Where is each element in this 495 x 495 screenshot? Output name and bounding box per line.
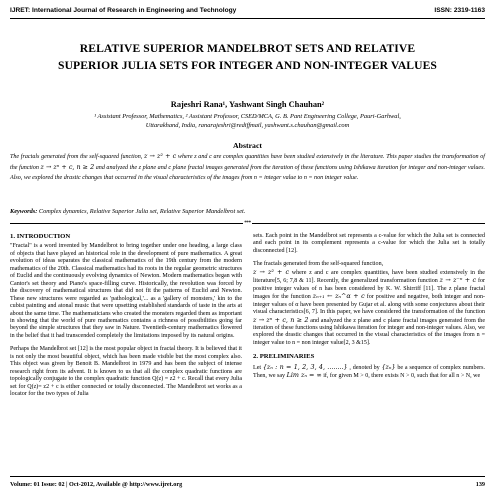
footer-rule [10,476,485,477]
p4-equation-3: zₙ₊₁ ← zₙ^α + c [312,292,365,301]
p4-part-d: for positive and negative, both integer and non-integer values of α have been presented by Gujar et al. along with some conjectures about their visual characteristics[6, 7]. In this paper, we have considered the transformation of the function [253,294,486,316]
p5-part-b: , denoted by [349,364,380,371]
p4-part-e: and analyzed the z plane and c plane fractal images generated from the iteration of these functions using Ishikawa iteration for integer and non-integer values. Also, we explored the drastic changes that occurred in the visual characteristics of the images from n = integer value to n = non integer value[2, 3 &15]. [253,317,486,346]
p4-equation-4: z → zⁿ + c, n ≥ 2 [253,315,309,324]
page-number: 139 [475,480,485,488]
abstract-equation-1: z → z² + c [143,152,177,160]
journal-name: IJRET: International Journal of Research in Engineering and Technology [10,6,237,14]
running-footer [10,478,485,490]
separator-line-left [10,223,243,224]
p4-part-b: where z and c are complex quantities, have been studied extensively in the literature[5, 6; 7,8 & 11]. Recently, the generalized transformation function [253,269,485,285]
intro-paragraph-3: sets. Each point in the Mandelbrot set represents a c-value for which the Julia set is connected and each point in its complement represents a c-value for which the Julia set is totally disconnected [12]. [253,233,485,254]
section-heading-preliminaries: 2. PRELIMINARIES [253,353,315,361]
p4-part-c: for positive integer values of n has been considered by K. W. Shirriff [11]. The z plane fractal images for the function [253,278,485,301]
p5-part-c: be a sequence of complex numbers. Then, we say [253,364,486,380]
running-header [10,3,485,17]
abstract-part-1: The fractals generated from the self-squared function, [10,154,143,160]
abstract-equation-2: z → zⁿ + c, n ≥ 2 [40,163,95,172]
intro-paragraph-2: Perhaps the Mandelbrot set [12] is the most popular object in fractal theory. It is believed that it is not only the most beautiful object, which has been made visible but the most complex also. This object was given by Benoit B. Mandelbrot in 1979 and has been the subject of intense research right from its advent. It is known to us that all the complex quadratic functions are topologically conjugate to the complex quadratic function Q(z) = z2 + c. Recall that every Julia set for Q(z)= z2 + c is either connected or totally disconnected. The Mandelbrot set works as a locator for the two types of Julia [10,346,242,398]
title-line-1: RELATIVE SUPERIOR MANDELBROT SETS AND RELATIVE [79,42,416,55]
separator-line-right [252,223,485,224]
p5-equation-2: {zₙ} [381,362,396,371]
separator-stars: *** [244,220,251,226]
p4-equation-2: z → z⁻ⁿ + c [439,276,477,285]
title-line-2: SUPERIOR JULIA SETS FOR INTEGER AND NON-INTEGER VALUES [58,58,437,72]
intro-paragraph-4 [253,261,485,347]
affiliations [16,113,479,130]
intro-paragraph-1: "Fractal" is a word invented by Mandelbrot to bring together under one heading, a large class of objects that have played an historical role in the development of pure mathematics. A great evolution of ideas separates the classical mathematics of the 19th century from the modern mathematics of the 20th. Classical mathematics had its roots in the regular geometric structures of Euclid and the continuously evolving dynamics of Newton. Modern mathematics began with Cantor's set theory and Piano's space-filling curve. Historically, the revolution was forced by the discovery of mathematical structures that did not fit the patterns of Euclid and Newton. These new structures were regarded as 'pathological,'... as a 'gallery of monsters,' kin to the cubist painting and atonal music that were upsetting established standards of taste in the arts at about the same time. The mathematicians who created the monsters regarded them as important in showing that the world of pure mathematics contains a richness of possibilities going far beyond the simple structures that they saw in Nature. Twentieth-century mathematics flowered in the belief that it had transcended completely the limitations imposed by its natural origins. [10,243,242,339]
right-column [253,233,485,381]
journal-url-link[interactable]: http://www.ijret.org [129,480,183,488]
authors: Rajeshri Rana¹, Yashwant Singh Chauhan² [170,100,325,109]
p5-part-d: if, for given M > 0, there exists N > 0, such that for all n > N, we [323,373,481,380]
p4-part-a: The fractals generated from the self-squared function, [253,261,384,268]
volume-info [10,481,182,488]
keywords-label: Keywords: [10,208,38,215]
abstract-heading: Abstract [232,141,262,150]
affiliation-line-1: ¹ Assistant Professor, Mathematics, ² Assistant Professor, CSED/MCA, G. B. Pant Engineering College, Pauri-Garhwal, [94,113,401,120]
header-rule [10,18,485,19]
p4-equation-1: z → z² + c [253,267,290,276]
p5-equation-1: {zₙ : n = 1, 2, 3, 4, ........} [262,362,348,371]
section-heading-introduction: 1. INTRODUCTION [10,233,71,240]
keywords-list: Complex dynamics, Relative Superior Julia set, Relative Superior Mandelbrot set. [38,208,246,215]
p5-equation-3: Lim zₙ = ∞ [286,371,322,380]
abstract-part-3: and analyzed the z plane and c plane fractal images generated from the iteration of these functions using Ishikawa iteration for integer and non-integer values. Also, we explored the drastic changes that occurred in the visual characteristics of the images from n = integer value to n = non integer value. [10,165,485,182]
affiliation-line-2: Uttarakhand, India, ranarajeshri@rediffmail, yashwant.s.chauhan@gmail.com [145,121,350,129]
paper-title [12,41,483,74]
section-separator [0,219,495,227]
p5-part-a: Let [253,364,262,371]
left-column [10,233,242,399]
abstract-part-2: where z and c are complex quantities have been studied extensively in the literature. This paper studies the transformation of the function [10,154,485,172]
abstract-text [10,151,485,184]
issn: ISSN: 2319-1163 [434,6,485,14]
preliminaries-paragraph [253,364,485,381]
keywords [10,208,485,215]
volume-text: Volume: 01 Issue: 02 | Oct-2012, Available @ [10,480,128,488]
